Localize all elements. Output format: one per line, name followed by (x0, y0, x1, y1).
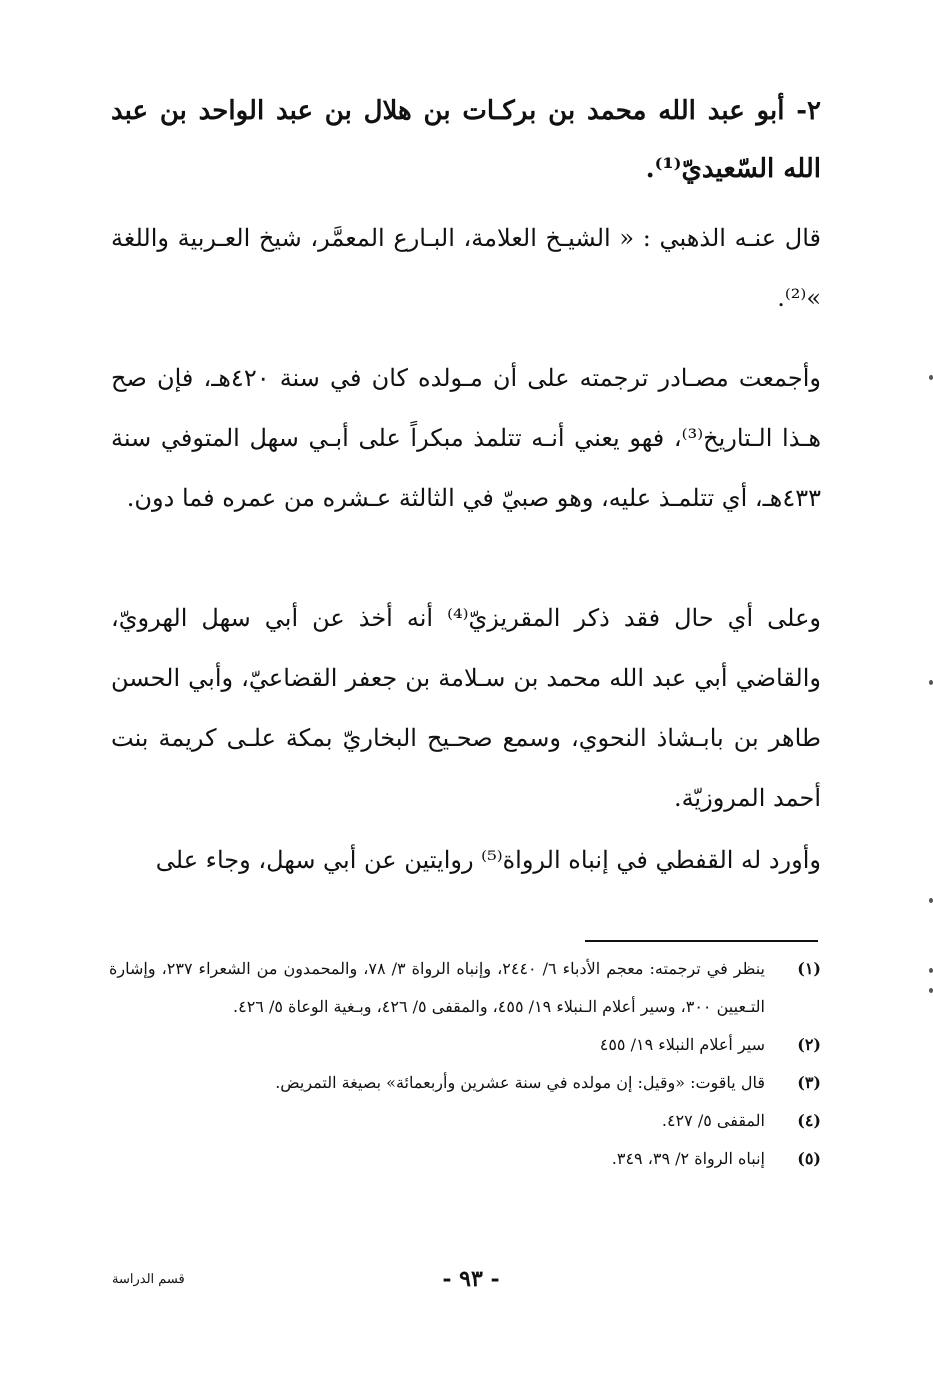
footnote-separator (585, 940, 818, 942)
paragraph-dhahabi-quote: قال عنـه الذهبي : « الشيـخ العلامة، البـارع المعمَّر، شيخ العـربية واللغة »⁽²⁾. (111, 224, 821, 312)
footnote-text: المقفى ٥/ ٤٢٧. (661, 1111, 765, 1130)
scan-speck (929, 375, 933, 380)
entry-heading: ٢- أبو عبد الله محمد بن بركـات بن هلال بن عبد الواحد بن عبد الله السّعيديّ⁽¹⁾. (111, 96, 821, 184)
footnote-number: (٢) (797, 1035, 821, 1054)
footnote-text: سير أعلام النبلاء ١٩/ ٤٥٥ (599, 1035, 765, 1054)
footnote-text: قال ياقوت: «وقيل: إن مولده في سنة عشرين وأربعمائة» بصيغة التمريض. (275, 1073, 765, 1092)
footnote-number: (١) (797, 959, 821, 978)
footnotes (109, 950, 821, 1178)
footnote-item (109, 1102, 821, 1140)
footnote-text: إنباه الرواة ٢/ ٣٩، ٣٤٩. (611, 1149, 765, 1168)
footnote-item (109, 1140, 821, 1178)
footnote-number: (٤) (797, 1111, 821, 1130)
footnote-item (109, 1064, 821, 1102)
page-number: - ٩٣ - (442, 1266, 500, 1292)
paragraph-qifti: وأورد له القفطي في إنباه الرواة⁽⁵⁾ روايتين عن أبي سهل، وجاء على (155, 846, 821, 874)
paragraph-teachers: وعلى أي حال فقد ذكر المقريزيّ⁽⁴⁾ أنه أخذ عن أبي سهل الهرويّ، والقاضي أبي عبد الله محمد بن سـلامة بن جعفر القضاعيّ، وأبي الحسن طاهر بن بابـشاذ النحوي، وسمع صحـيح البخاريّ بمكة علـى كريمة بنت أحمد المروزيّة. (111, 604, 821, 812)
scan-speck (929, 898, 933, 903)
scan-speck (929, 988, 933, 993)
footnote-number: (٥) (797, 1149, 821, 1168)
footnote-item (109, 1026, 821, 1064)
footnote-number: (٣) (797, 1073, 821, 1092)
footnote-text: ينظر في ترجمته: معجم الأدباء ٦/ ٢٤٤٠، وإنباه الرواة ٣/ ٧٨، والمحمدون من الشعراء ٢٣٧، وإشارة التـعيين ٣٠٠، وسير أعلام الـنبلاء ١٩/ ٤٥٥، والمقفى ٥/ ٤٢٦، وبـغية الوعاة ٥/ ٤٢٦. (109, 959, 765, 1016)
section-label: قسم الدراسة (112, 1272, 185, 1287)
scan-speck (929, 968, 933, 973)
scan-speck (929, 680, 933, 685)
paragraph-birth-date: وأجمعت مصـادر ترجمته على أن مـولده كان في سنة ٤٢٠هـ، فإن صح هـذا الـتاريخ⁽³⁾، فهو يعني أنـه تتلمذ مبكراً على أبـي سهل المتوفي سنة ٤٣٣هـ، أي تتلمـذ عليه، وهو صبيّ في الثالثة عـشره من عمره فما دون. (111, 364, 822, 512)
footnote-item (109, 950, 821, 1026)
